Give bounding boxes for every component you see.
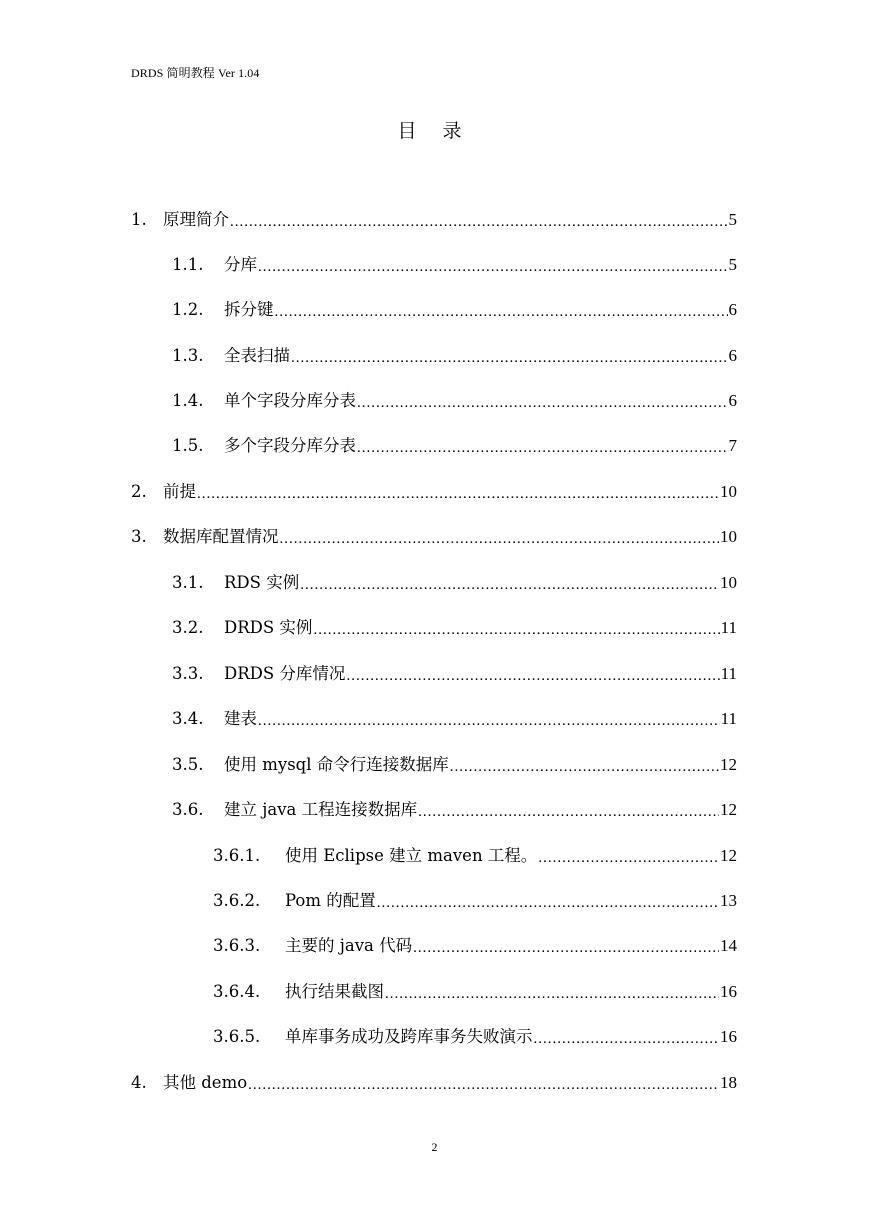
toc-entry-3-5[interactable] bbox=[172, 752, 737, 778]
toc-dot-leader bbox=[258, 710, 720, 732]
toc-entry-number: 1.2. bbox=[172, 300, 204, 319]
toc-dot-leader bbox=[413, 937, 719, 959]
toc-entry-page: 6 bbox=[728, 391, 737, 410]
toc-entry-number: 3.2. bbox=[172, 618, 204, 637]
toc-entry-title: RDS 实例 bbox=[224, 573, 300, 592]
toc-dot-leader bbox=[275, 301, 728, 323]
toc-entry-title: 数据库配置情况 bbox=[163, 527, 279, 546]
toc-entry-page: 14 bbox=[720, 936, 737, 955]
toc-entry-2[interactable] bbox=[131, 479, 737, 505]
toc-entry-number: 3.6.1. bbox=[213, 846, 261, 865]
toc-entry-title: DRDS 实例 bbox=[224, 618, 313, 637]
toc-entry-page: 16 bbox=[720, 982, 737, 1001]
toc-entry-3-6-2[interactable] bbox=[213, 888, 737, 914]
toc-dot-leader bbox=[450, 756, 719, 778]
toc-dot-leader bbox=[534, 1028, 720, 1050]
toc-entry-number: 3.6. bbox=[172, 800, 204, 819]
toc-dot-leader bbox=[280, 528, 720, 550]
toc-entry-title: 单个字段分库分表 bbox=[224, 391, 356, 410]
toc-dot-leader bbox=[418, 801, 719, 823]
toc-entry-page: 13 bbox=[720, 891, 737, 910]
toc-entry-page: 10 bbox=[720, 573, 737, 592]
toc-dot-leader bbox=[377, 892, 719, 914]
toc-entry-4[interactable] bbox=[131, 1070, 737, 1096]
toc-entry-3-6-3[interactable] bbox=[213, 933, 737, 959]
toc-entry-number: 1.1. bbox=[172, 255, 204, 274]
toc-entry-number: 3.6.5. bbox=[213, 1027, 261, 1046]
toc-entry-page: 5 bbox=[728, 210, 737, 229]
toc-dot-leader bbox=[357, 437, 728, 459]
toc-entry-page: 12 bbox=[720, 800, 737, 819]
toc-entry-title: 使用 mysql 命令行连接数据库 bbox=[224, 755, 449, 774]
toc-entry-3-6[interactable] bbox=[172, 797, 737, 823]
toc-dot-leader bbox=[248, 1074, 719, 1096]
toc-entry-page: 6 bbox=[728, 346, 737, 365]
toc-entry-1[interactable] bbox=[131, 207, 737, 233]
toc-entry-1-1[interactable] bbox=[172, 252, 737, 278]
toc-entry-title: 前提 bbox=[163, 482, 196, 501]
toc-entry-number: 3.4. bbox=[172, 709, 204, 728]
toc-entry-number: 3.6.3. bbox=[213, 936, 261, 955]
toc-dot-leader bbox=[357, 392, 728, 414]
toc-dot-leader bbox=[291, 347, 728, 369]
toc-entry-title: Pom 的配置 bbox=[285, 891, 376, 910]
toc-entry-title: 多个字段分库分表 bbox=[224, 436, 356, 455]
toc-entry-3-4[interactable] bbox=[172, 706, 737, 732]
toc-dot-leader bbox=[538, 847, 719, 869]
toc-entry-number: 3.6.2. bbox=[213, 891, 261, 910]
toc-entry-3-3[interactable] bbox=[172, 661, 737, 687]
toc-entry-3-6-4[interactable] bbox=[213, 979, 737, 1005]
toc-entry-1-2[interactable] bbox=[172, 297, 737, 323]
toc-entry-page: 10 bbox=[720, 527, 737, 546]
toc-dot-leader bbox=[197, 483, 719, 505]
toc-entry-title: 拆分键 bbox=[224, 300, 274, 319]
toc-entry-number: 1. bbox=[131, 210, 147, 229]
toc-entry-3[interactable] bbox=[131, 524, 737, 550]
toc-entry-number: 3.3. bbox=[172, 664, 204, 683]
toc-entry-title: 建立 java 工程连接数据库 bbox=[224, 800, 418, 819]
toc-dot-leader bbox=[230, 211, 728, 233]
toc-entry-3-2[interactable] bbox=[172, 615, 737, 641]
toc-dot-leader bbox=[313, 619, 719, 641]
toc-entry-number: 1.5. bbox=[172, 436, 204, 455]
toc-entry-page: 11 bbox=[720, 709, 737, 728]
toc-entry-title: 原理简介 bbox=[163, 210, 229, 229]
toc-entry-number: 3.1. bbox=[172, 573, 204, 592]
toc-entry-1-3[interactable] bbox=[172, 343, 737, 369]
toc-dot-leader bbox=[346, 665, 719, 687]
toc-dot-leader bbox=[258, 256, 728, 278]
toc-entry-3-6-5[interactable] bbox=[213, 1024, 737, 1050]
toc-dot-leader bbox=[300, 574, 719, 596]
toc-entry-page: 12 bbox=[720, 755, 737, 774]
toc-entry-page: 11 bbox=[720, 664, 737, 683]
toc-entry-page: 18 bbox=[720, 1073, 737, 1092]
toc-entry-page: 7 bbox=[728, 436, 737, 455]
toc-entry-1-4[interactable] bbox=[172, 388, 737, 414]
toc-entry-3-6-1[interactable] bbox=[213, 843, 737, 869]
toc-dot-leader bbox=[385, 983, 719, 1005]
toc-entry-title: 使用 Eclipse 建立 maven 工程。 bbox=[285, 846, 538, 865]
toc-entry-number: 2. bbox=[131, 482, 147, 501]
toc-entry-1-5[interactable] bbox=[172, 433, 737, 459]
toc-entry-title: 主要的 java 代码 bbox=[285, 936, 413, 955]
toc-entry-3-1[interactable] bbox=[172, 570, 737, 596]
toc-entry-page: 6 bbox=[728, 300, 737, 319]
toc-entry-title: 执行结果截图 bbox=[285, 982, 384, 1001]
toc-entry-page: 12 bbox=[720, 846, 737, 865]
toc-entry-number: 3.5. bbox=[172, 755, 204, 774]
toc-entry-page: 16 bbox=[720, 1027, 737, 1046]
toc-entry-number: 3.6.4. bbox=[213, 982, 261, 1001]
toc-entry-number: 1.4. bbox=[172, 391, 204, 410]
toc-entry-page: 11 bbox=[720, 618, 737, 637]
running-header: DRDS 简明教程 Ver 1.04 bbox=[131, 66, 260, 80]
toc-entry-page: 5 bbox=[728, 255, 737, 274]
toc-entry-page: 10 bbox=[720, 482, 737, 501]
toc-entry-title: 全表扫描 bbox=[224, 346, 290, 365]
toc-title: 目 录 bbox=[397, 120, 472, 142]
toc-entry-title: DRDS 分库情况 bbox=[224, 664, 346, 683]
toc-entry-number: 3. bbox=[131, 527, 147, 546]
toc-entry-title: 建表 bbox=[224, 709, 257, 728]
page-number: 2 bbox=[431, 1140, 438, 1154]
toc-entry-number: 4. bbox=[131, 1073, 147, 1092]
toc-entry-title: 分库 bbox=[224, 255, 257, 274]
toc-entry-title: 其他 demo bbox=[163, 1073, 248, 1092]
toc-entry-title: 单库事务成功及跨库事务失败演示 bbox=[285, 1027, 533, 1046]
toc-entry-number: 1.3. bbox=[172, 346, 204, 365]
